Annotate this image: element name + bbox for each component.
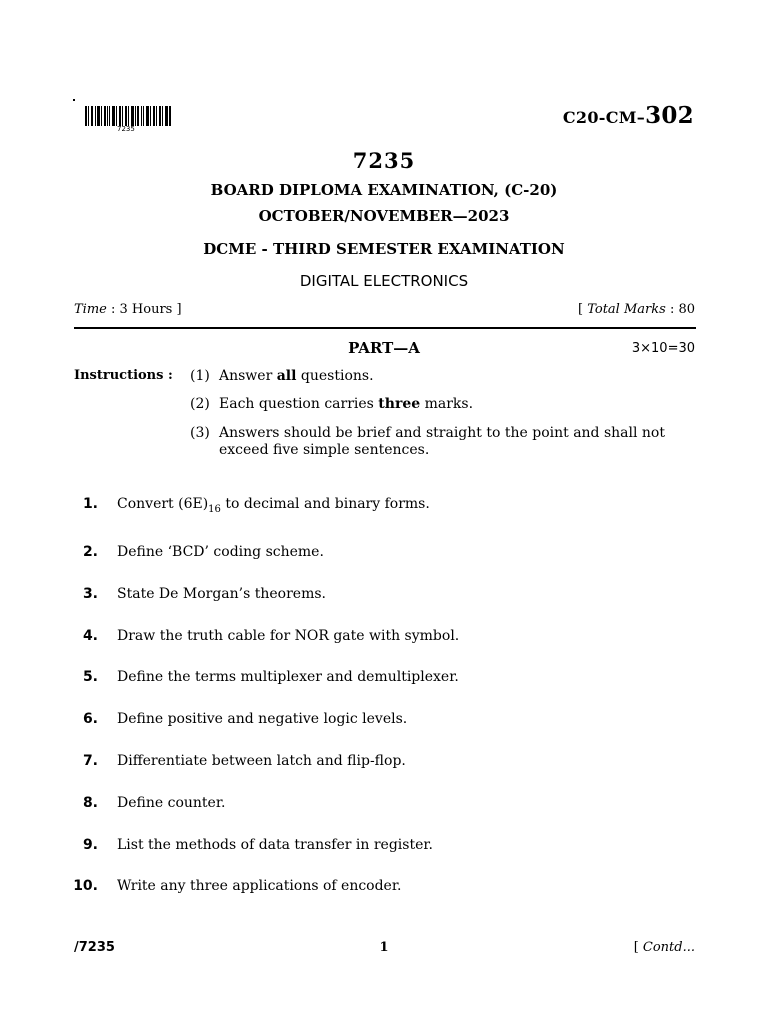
- question-number: 4.: [82, 628, 98, 644]
- question-item: [0, 544, 768, 564]
- question-number: 8.: [82, 795, 98, 811]
- question-subscript: 16: [208, 503, 221, 515]
- question-text: List the methods of data transfer in register.: [117, 837, 433, 853]
- header-divider: [74, 327, 696, 329]
- question-item: [0, 878, 768, 898]
- instruction-text-end: questions.: [296, 368, 374, 384]
- question-text: Define the terms multiplexer and demultiplexer.: [117, 669, 459, 685]
- subject-title: DIGITAL ELECTRONICS: [299, 272, 469, 290]
- question-text: [117, 496, 430, 515]
- footer-contd: Contd...: [642, 940, 695, 955]
- instruction-text: Answers should be brief and straight to the point and shall not exceed five simple sentences.: [219, 425, 665, 458]
- footer-continued: [634, 940, 695, 955]
- scan-dot: [73, 99, 75, 101]
- question-number: 6.: [82, 711, 98, 727]
- question-text: Draw the truth cable for NOR gate with symbol.: [117, 628, 460, 644]
- instruction-text-end: marks.: [420, 396, 474, 412]
- time-value: : 3 Hours ]: [111, 302, 182, 317]
- footer-bracket: [: [633, 940, 643, 955]
- paper-number: 7235: [352, 148, 416, 173]
- question-number: 10.: [73, 878, 98, 894]
- instruction-item: [190, 425, 680, 459]
- instruction-number: (3): [190, 425, 210, 441]
- instruction-text: Each question carries: [219, 396, 379, 412]
- question-number: 9.: [82, 837, 98, 853]
- total-marks: [578, 302, 695, 317]
- question-item: [0, 586, 768, 606]
- question-number: 5.: [82, 669, 98, 685]
- question-text: Define counter.: [117, 795, 226, 811]
- question-number: 7.: [82, 753, 98, 769]
- barcode-number: 7235: [117, 125, 135, 133]
- page-number: 1: [379, 940, 389, 955]
- instruction-emphasis: three: [378, 396, 421, 412]
- paper-code: [563, 102, 694, 129]
- footer-code: /7235: [74, 940, 115, 955]
- paper-code-number: 302: [645, 102, 694, 129]
- marks-value: : 80: [669, 302, 695, 317]
- question-text-end: to decimal and binary forms.: [220, 496, 430, 512]
- question-number: 1.: [82, 496, 98, 512]
- question-item: [0, 795, 768, 815]
- semester-title: DCME - THIRD SEMESTER EXAMINATION: [203, 240, 565, 258]
- question-number: 3.: [82, 586, 98, 602]
- part-marks: 3×10=30: [631, 341, 695, 356]
- paper-code-prefix: C20-CM–: [562, 108, 646, 127]
- question-item: [0, 837, 768, 857]
- exam-session: OCTOBER/NOVEMBER—2023: [258, 207, 510, 225]
- question-item: [0, 669, 768, 689]
- part-title: PART—A: [348, 339, 420, 357]
- instruction-number: (1): [190, 368, 210, 384]
- instruction-item: [190, 396, 680, 413]
- question-item: [0, 753, 768, 773]
- question-number: 2.: [82, 544, 98, 560]
- question-text: Define ‘BCD’ coding scheme.: [117, 544, 324, 560]
- barcode-icon: [85, 106, 171, 126]
- instruction-text: Answer: [219, 368, 277, 384]
- exam-title: BOARD DIPLOMA EXAMINATION, (C-20): [210, 181, 558, 199]
- question-item: [0, 496, 768, 516]
- marks-open: [: [578, 302, 588, 317]
- question-text: Define positive and negative logic levels.: [117, 711, 408, 727]
- question-text: Differentiate between latch and flip-flop.: [117, 753, 406, 769]
- instructions-label: Instructions :: [74, 368, 173, 383]
- question-text-start: Convert (6E): [117, 496, 209, 512]
- instruction-item: [190, 368, 680, 385]
- instruction-emphasis: all: [276, 368, 297, 384]
- time-label: Time: [74, 302, 107, 317]
- instruction-number: (2): [190, 396, 210, 412]
- question-text: Write any three applications of encoder.: [117, 878, 402, 894]
- time-allowed: [74, 302, 182, 317]
- question-item: [0, 628, 768, 648]
- marks-label: Total Marks: [587, 302, 666, 317]
- question-item: [0, 711, 768, 731]
- question-text: State De Morgan’s theorems.: [117, 586, 326, 602]
